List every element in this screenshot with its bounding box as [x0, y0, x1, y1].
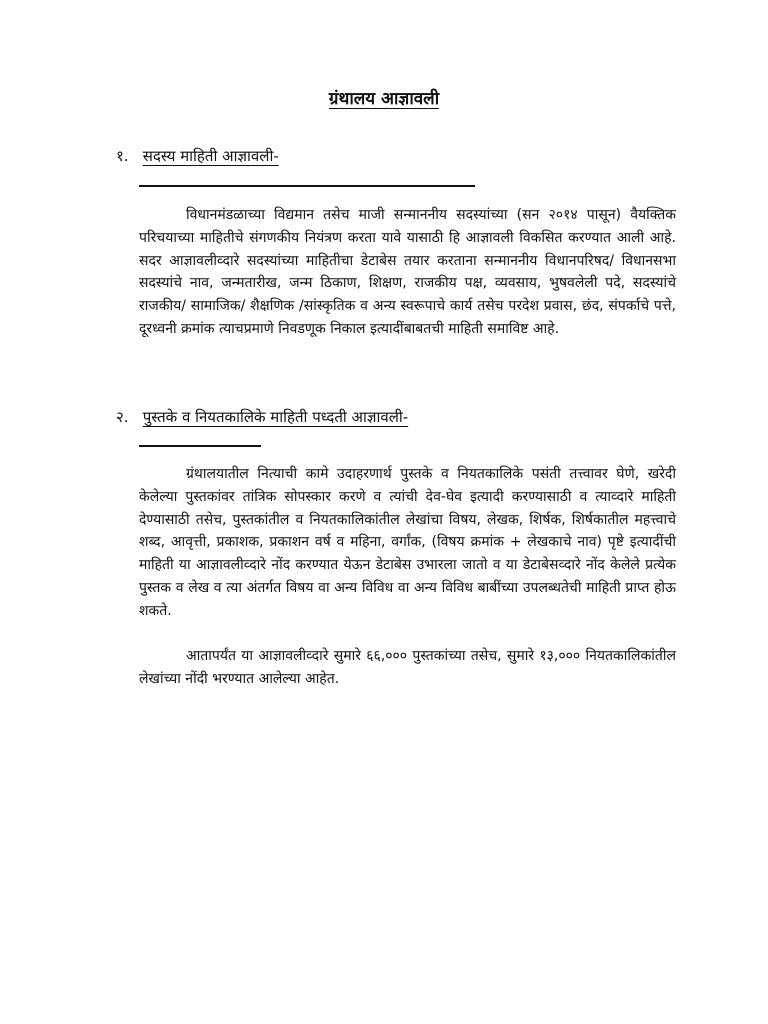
document-title-text: ग्रंथालय आज्ञावली	[328, 89, 440, 109]
section-1-underline-rule	[139, 185, 475, 187]
section-2-number: २.	[116, 408, 129, 426]
section-1-paragraph: विधानमंडळाच्या विद्यमान तसेच माजी सन्माननीय सदस्यांच्या (सन २०१४ पासून) वैयक्तिक परिचयाच्या माहितीचे संगणकीय नियंत्रण करता यावे यासाठी हि आज्ञावली विकसित करण्यात आली आहे. सदर आज्ञावलीव्दारे सदस्यांच्या माहितीचा डेटाबेस तयार करताना सन्माननीय विधानपरिषद/ विधानसभा सदस्यांचे नाव, जन्मतारीख, जन्म ठिकाण, शिक्षण, राजकीय पक्ष, व्यवसाय, भुषवलेली पदे, सदस्यांचे राजकीय/ सामाजिक/ शैक्षणिक /सांस्कृतिक व अन्य स्वरूपाचे कार्य तसेच परदेश प्रवास, छंद, संपर्काचे पत्ते, दूरध्वनी क्रमांक त्याचप्रमाणे निवडणूक निकाल इत्यादींबाबतची माहिती समाविष्ट आहे.	[139, 207, 676, 337]
section-2-heading-text: पुस्तके व नियतकालिके माहिती पध्दती आज्ञावली-	[142, 408, 409, 426]
section-2-heading	[116, 405, 408, 429]
section-2-underline-rule	[139, 445, 261, 447]
document-title	[0, 86, 768, 112]
section-2-paragraph-1: ग्रंथालयातील नित्याची कामे उदाहरणार्थ पुस्तके व नियतकालिके पसंती तत्त्वावर घेणे, खरेदी केलेल्या पुस्तकांवर तांत्रिक सोपस्कार करणे व त्यांची देव-घेव इत्यादी करण्यासाठी व त्याव्दारे माहिती देण्यासाठी तसेच, पुस्तकांतील व नियतकालिकांतील लेखांचा विषय, लेखक, शिर्षक, शिर्षकातील महत्त्वाचे शब्द, आवृत्ती, प्रकाशक, प्रकाशन वर्ष व महिना, वर्गांक, (विषय क्रमांक + लेखकाचे नाव) पृष्टे इत्यादींची माहिती या आज्ञावलीव्दारे नोंद करण्यात येऊन डेटाबेस उभारला जातो व या डेटाबेसव्दारे नोंद केलेले प्रत्येक पुस्तक व लेख व त्या अंतर्गत विषय वा अन्य विविध वा अन्य विविध बाबींच्या उपलब्धतेची माहिती प्राप्त होऊ शकते.	[139, 466, 676, 619]
section-2-paragraph-2: आतापर्यंत या आज्ञावलीव्दारे सुमारे ६६,००० पुस्तकांच्या तसेच, सुमारे १३,००० नियतकालिकांतील लेखांच्या नोंदी भरण्यात आलेल्या आहेत.	[139, 648, 676, 687]
section-1-heading	[116, 144, 279, 168]
section-1-heading-text: सदस्य माहिती आज्ञावली-	[142, 147, 279, 165]
section-1-number: १.	[116, 147, 129, 165]
